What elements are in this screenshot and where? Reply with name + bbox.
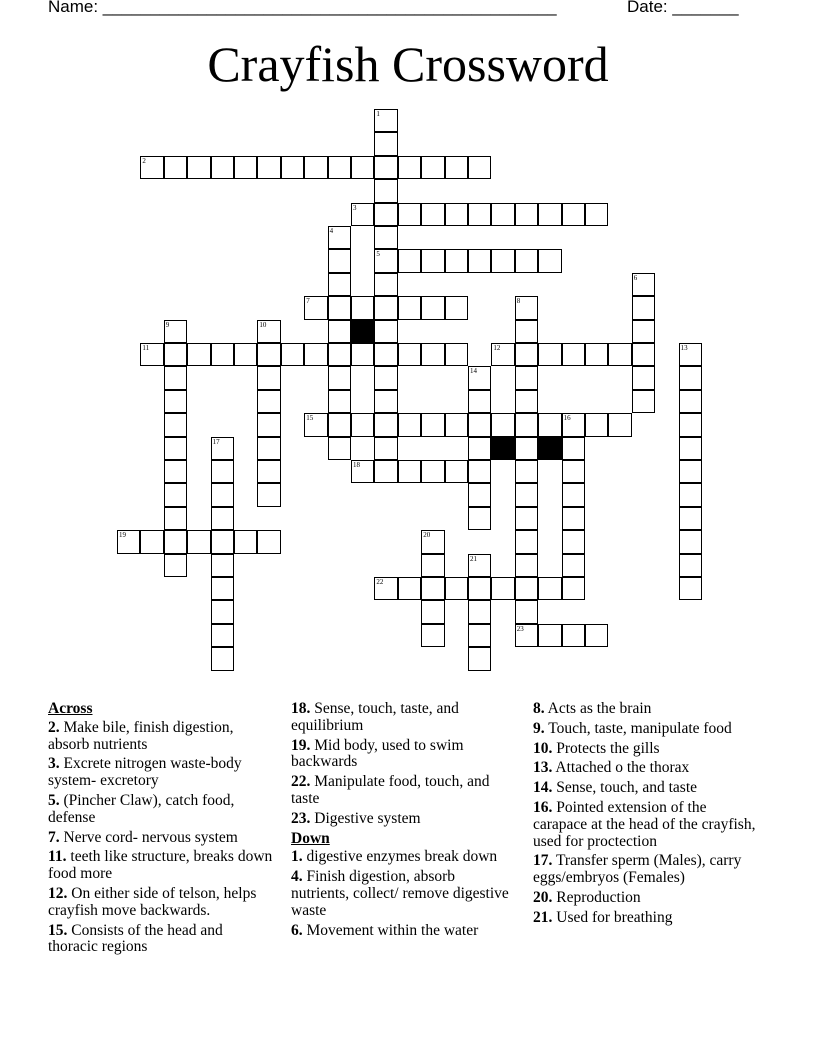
cell-number-5: 5 bbox=[376, 250, 380, 259]
grid-cell[interactable] bbox=[328, 273, 351, 296]
grid-cell[interactable] bbox=[328, 296, 351, 319]
clue-across-23: 23. Digestive system bbox=[291, 809, 421, 827]
grid-cell[interactable] bbox=[632, 296, 655, 319]
grid-cell[interactable] bbox=[211, 600, 234, 623]
grid-cell[interactable] bbox=[562, 483, 585, 506]
grid-cell[interactable] bbox=[515, 577, 538, 600]
clue-across-18: 18. Sense, touch, taste, and equilibrium bbox=[291, 700, 459, 734]
grid-cell[interactable] bbox=[538, 249, 561, 272]
cell-number-10: 10 bbox=[259, 320, 267, 329]
grid-cell[interactable] bbox=[445, 413, 468, 436]
clue-down-8: 8. Acts as the brain bbox=[533, 700, 652, 717]
grid-cell[interactable] bbox=[679, 530, 702, 553]
grid-cell[interactable] bbox=[374, 296, 397, 319]
grid-cell[interactable] bbox=[515, 390, 538, 413]
grid-cell[interactable] bbox=[234, 156, 257, 179]
clue-down-16: 16. Pointed extension of the carapace at the head of the crayfish, used for proctection bbox=[533, 798, 756, 850]
grid-cell[interactable] bbox=[515, 366, 538, 389]
grid-cell[interactable] bbox=[328, 437, 351, 460]
grid-cell[interactable] bbox=[140, 530, 163, 553]
clue-down-13: 13. Attached o the thorax bbox=[533, 759, 690, 777]
grid-cell[interactable] bbox=[421, 460, 444, 483]
grid-cell[interactable] bbox=[234, 343, 257, 366]
grid-cell[interactable] bbox=[257, 366, 280, 389]
grid-cell[interactable] bbox=[374, 343, 397, 366]
grid-cell[interactable] bbox=[351, 296, 374, 319]
cell-number-3: 3 bbox=[353, 203, 357, 212]
grid-cell[interactable] bbox=[421, 600, 444, 623]
grid-cell[interactable] bbox=[515, 203, 538, 226]
clue-down-20: 20. Reproduction bbox=[533, 888, 641, 906]
grid-cell[interactable] bbox=[187, 156, 210, 179]
grid-cell[interactable] bbox=[304, 156, 327, 179]
grid-cell[interactable] bbox=[491, 577, 514, 600]
grid-cell[interactable] bbox=[468, 577, 491, 600]
grid-cell[interactable] bbox=[445, 577, 468, 600]
cell-number-8: 8 bbox=[516, 297, 521, 306]
grid-cell[interactable] bbox=[421, 624, 444, 647]
grid-cell[interactable] bbox=[164, 437, 187, 460]
grid-cell[interactable] bbox=[328, 320, 351, 343]
grid-cell[interactable] bbox=[608, 413, 631, 436]
grid-cell[interactable] bbox=[468, 249, 491, 272]
grid-cell[interactable] bbox=[468, 483, 491, 506]
grid-cell[interactable] bbox=[679, 483, 702, 506]
grid-cell[interactable] bbox=[328, 249, 351, 272]
grid-cell[interactable] bbox=[328, 366, 351, 389]
grid-cell[interactable] bbox=[679, 577, 702, 600]
grid-cell[interactable] bbox=[398, 413, 421, 436]
grid-cell[interactable] bbox=[421, 296, 444, 319]
grid-cell[interactable] bbox=[257, 530, 280, 553]
cell-number-1: 1 bbox=[376, 110, 380, 118]
clue-across-11: 11. teeth like structure, breaks down food more bbox=[48, 848, 273, 883]
clue-down-6: 6. Movement within the water bbox=[291, 921, 479, 939]
grid-cell[interactable] bbox=[515, 437, 538, 460]
grid-cell[interactable] bbox=[515, 507, 538, 530]
grid-cell[interactable] bbox=[398, 156, 421, 179]
clues-column-3 bbox=[533, 701, 763, 930]
grid-cell[interactable] bbox=[211, 343, 234, 366]
grid-cell[interactable] bbox=[374, 132, 397, 155]
grid-cell[interactable] bbox=[632, 343, 655, 366]
grid-cell[interactable] bbox=[515, 343, 538, 366]
grid-cell[interactable] bbox=[257, 343, 280, 366]
grid-cell[interactable] bbox=[257, 413, 280, 436]
grid-cell[interactable] bbox=[374, 273, 397, 296]
grid-cell[interactable] bbox=[445, 249, 468, 272]
cell-number-4: 4 bbox=[329, 227, 334, 235]
grid-cell[interactable] bbox=[538, 343, 561, 366]
grid-cell[interactable] bbox=[445, 460, 468, 483]
cell-number-21: 21 bbox=[470, 554, 477, 563]
grid-cell[interactable] bbox=[351, 343, 374, 366]
grid-cell[interactable] bbox=[374, 320, 397, 343]
grid-cell[interactable] bbox=[562, 460, 585, 483]
grid-cell[interactable] bbox=[374, 413, 397, 436]
grid-cell[interactable] bbox=[328, 413, 351, 436]
grid-cell[interactable] bbox=[515, 249, 538, 272]
grid-cell[interactable] bbox=[398, 460, 421, 483]
cell-number-7: 7 bbox=[306, 297, 310, 306]
grid-cell[interactable] bbox=[515, 554, 538, 577]
grid-cell[interactable] bbox=[257, 156, 280, 179]
grid-cell[interactable] bbox=[491, 249, 514, 272]
grid-cell[interactable] bbox=[304, 343, 327, 366]
grid-cell[interactable] bbox=[257, 437, 280, 460]
cell-number-6: 6 bbox=[633, 273, 638, 282]
grid-cell[interactable] bbox=[679, 554, 702, 577]
grid-cell[interactable] bbox=[164, 390, 187, 413]
grid-cell[interactable] bbox=[562, 507, 585, 530]
grid-cell[interactable] bbox=[164, 156, 187, 179]
grid-cell[interactable] bbox=[374, 390, 397, 413]
grid-cell[interactable] bbox=[515, 483, 538, 506]
grid-block-cell bbox=[351, 320, 374, 343]
grid-cell[interactable] bbox=[351, 156, 374, 179]
grid-cell[interactable] bbox=[468, 460, 491, 483]
grid-cell[interactable] bbox=[164, 366, 187, 389]
grid-cell[interactable] bbox=[468, 507, 491, 530]
grid-cell[interactable] bbox=[468, 156, 491, 179]
grid-cell[interactable] bbox=[164, 343, 187, 366]
grid-cell[interactable] bbox=[234, 530, 257, 553]
grid-cell[interactable] bbox=[351, 413, 374, 436]
grid-cell[interactable] bbox=[211, 554, 234, 577]
clue-across-22: 22. Manipulate food, touch, and taste bbox=[291, 773, 490, 807]
grid-cell[interactable] bbox=[281, 343, 304, 366]
grid-cell[interactable] bbox=[421, 413, 444, 436]
cell-number-20: 20 bbox=[423, 531, 431, 540]
grid-cell[interactable] bbox=[398, 577, 421, 600]
grid-cell[interactable] bbox=[398, 249, 421, 272]
grid-cell[interactable] bbox=[211, 507, 234, 530]
cell-number-2: 2 bbox=[142, 156, 146, 165]
grid-cell[interactable] bbox=[679, 413, 702, 436]
grid-cell[interactable] bbox=[491, 413, 514, 436]
date-field[interactable]: Date: _______ bbox=[627, 0, 739, 16]
grid-cell[interactable] bbox=[211, 647, 234, 670]
grid-cell[interactable] bbox=[374, 203, 397, 226]
grid-cell[interactable] bbox=[585, 624, 608, 647]
grid-block-cell bbox=[538, 437, 561, 460]
clue-across-15: 15. Consists of the head and thoracic regions bbox=[48, 921, 223, 956]
grid-cell[interactable] bbox=[164, 460, 187, 483]
grid-cell[interactable] bbox=[562, 624, 585, 647]
cell-number-22: 22 bbox=[376, 578, 384, 586]
grid-cell[interactable] bbox=[398, 296, 421, 319]
grid-cell[interactable] bbox=[585, 343, 608, 366]
clue-down-1: 1. digestive enzymes break down bbox=[291, 848, 498, 866]
grid-cell[interactable] bbox=[608, 343, 631, 366]
grid-cell[interactable] bbox=[421, 203, 444, 226]
cell-number-15: 15 bbox=[306, 414, 314, 423]
cell-number-13: 13 bbox=[680, 344, 688, 352]
grid-cell[interactable] bbox=[562, 530, 585, 553]
grid-cell[interactable] bbox=[398, 343, 421, 366]
grid-cell[interactable] bbox=[211, 530, 234, 553]
grid-cell[interactable] bbox=[468, 624, 491, 647]
clue-across-5: 5. (Pincher Claw), catch food, defense bbox=[48, 791, 235, 826]
grid-cell[interactable] bbox=[468, 600, 491, 623]
grid-cell[interactable] bbox=[491, 203, 514, 226]
grid-cell[interactable] bbox=[468, 413, 491, 436]
grid-cell[interactable] bbox=[164, 530, 187, 553]
grid-cell[interactable] bbox=[562, 577, 585, 600]
grid-cell[interactable] bbox=[328, 156, 351, 179]
cell-number-14: 14 bbox=[470, 367, 477, 376]
clue-down-4: 4. Finish digestion, absorb nutrients, collect/ remove digestive waste bbox=[291, 868, 509, 919]
grid-cell[interactable] bbox=[421, 554, 444, 577]
clue-down-10: 10. Protects the gills bbox=[533, 739, 660, 757]
grid-cell[interactable] bbox=[328, 390, 351, 413]
grid-cell[interactable] bbox=[468, 390, 491, 413]
grid-cell[interactable] bbox=[632, 390, 655, 413]
clue-down-21: 21. Used for breathing bbox=[533, 908, 673, 926]
grid-cell[interactable] bbox=[445, 156, 468, 179]
grid-cell[interactable] bbox=[515, 600, 538, 623]
grid-cell[interactable] bbox=[187, 530, 210, 553]
cell-number-9: 9 bbox=[165, 320, 170, 329]
grid-cell[interactable] bbox=[421, 156, 444, 179]
grid-cell[interactable] bbox=[257, 460, 280, 483]
cell-number-16: 16 bbox=[563, 414, 571, 423]
grid-cell[interactable] bbox=[515, 320, 538, 343]
grid-cell[interactable] bbox=[585, 203, 608, 226]
grid-cell[interactable] bbox=[257, 390, 280, 413]
grid-cell[interactable] bbox=[374, 460, 397, 483]
clue-across-7: 7. Nerve cord- nervous system bbox=[48, 828, 238, 846]
grid-cell[interactable] bbox=[445, 296, 468, 319]
grid-cell[interactable] bbox=[679, 460, 702, 483]
cell-number-17: 17 bbox=[212, 437, 220, 446]
cell-number-12: 12 bbox=[493, 344, 501, 352]
grid-cell[interactable] bbox=[468, 647, 491, 670]
down-heading: Down bbox=[291, 829, 330, 847]
clues-column-2 bbox=[291, 701, 516, 942]
grid-cell[interactable] bbox=[328, 343, 351, 366]
grid-cell[interactable] bbox=[421, 577, 444, 600]
grid-cell[interactable] bbox=[538, 413, 561, 436]
grid-cell[interactable] bbox=[538, 577, 561, 600]
grid-cell[interactable] bbox=[562, 554, 585, 577]
grid-cell[interactable] bbox=[538, 203, 561, 226]
grid-cell[interactable] bbox=[374, 226, 397, 249]
grid-cell[interactable] bbox=[211, 156, 234, 179]
cell-number-19: 19 bbox=[119, 531, 126, 540]
grid-cell[interactable] bbox=[679, 507, 702, 530]
page-title: Crayfish Crossword bbox=[207, 36, 609, 92]
grid-cell[interactable] bbox=[374, 437, 397, 460]
grid-cell[interactable] bbox=[421, 343, 444, 366]
grid-cell[interactable] bbox=[164, 554, 187, 577]
grid-cell[interactable] bbox=[211, 483, 234, 506]
grid-block-cell bbox=[491, 437, 514, 460]
grid-cell[interactable] bbox=[445, 203, 468, 226]
grid-cell[interactable] bbox=[281, 156, 304, 179]
grid-cell[interactable] bbox=[562, 437, 585, 460]
grid-cell[interactable] bbox=[257, 483, 280, 506]
grid-cell[interactable] bbox=[679, 437, 702, 460]
grid-cell[interactable] bbox=[421, 249, 444, 272]
cell-number-18: 18 bbox=[353, 461, 360, 469]
grid-cell[interactable] bbox=[679, 390, 702, 413]
clue-across-2: 2. Make bile, finish digestion, absorb nutrients bbox=[48, 718, 234, 753]
name-field[interactable]: Name: ________________________________________________ bbox=[48, 0, 557, 16]
cell-number-23: 23 bbox=[516, 624, 524, 633]
grid-cell[interactable] bbox=[374, 366, 397, 389]
grid-cell[interactable] bbox=[164, 413, 187, 436]
grid-cell[interactable] bbox=[515, 460, 538, 483]
grid-cell[interactable] bbox=[374, 156, 397, 179]
grid-cell[interactable] bbox=[515, 530, 538, 553]
grid-cell[interactable] bbox=[562, 203, 585, 226]
clue-across-19: 19. Mid body, used to swim backwards bbox=[291, 736, 464, 771]
grid-cell[interactable] bbox=[211, 460, 234, 483]
grid-cell[interactable] bbox=[632, 366, 655, 389]
grid-cell[interactable] bbox=[538, 624, 561, 647]
cell-number-11: 11 bbox=[142, 344, 150, 352]
grid-cell[interactable] bbox=[585, 413, 608, 436]
grid-cell[interactable] bbox=[211, 577, 234, 600]
grid-cell[interactable] bbox=[468, 437, 491, 460]
grid-cell[interactable] bbox=[515, 413, 538, 436]
grid-cell[interactable] bbox=[374, 179, 397, 202]
grid-cell[interactable] bbox=[398, 203, 421, 226]
grid-cell[interactable] bbox=[468, 203, 491, 226]
grid-cell[interactable] bbox=[632, 320, 655, 343]
clue-down-17: 17. Transfer sperm (Males), carry eggs/embryos (Females) bbox=[533, 852, 742, 887]
grid-cell[interactable] bbox=[164, 507, 187, 530]
grid-cell[interactable] bbox=[562, 343, 585, 366]
across-heading: Across bbox=[48, 700, 93, 717]
grid-cell[interactable] bbox=[679, 366, 702, 389]
grid-cell[interactable] bbox=[187, 343, 210, 366]
clue-across-12: 12. On either side of telson, helps crayfish move backwards. bbox=[48, 884, 257, 919]
clues-column-1 bbox=[48, 701, 273, 959]
clue-down-14: 14. Sense, touch, and taste bbox=[533, 779, 698, 797]
clue-down-9: 9. Touch, taste, manipulate food bbox=[533, 719, 732, 737]
grid-cell[interactable] bbox=[211, 624, 234, 647]
grid-cell[interactable] bbox=[445, 343, 468, 366]
grid-cell[interactable] bbox=[164, 483, 187, 506]
clue-across-3: 3. Excrete nitrogen waste-body system- excretory bbox=[48, 755, 242, 790]
